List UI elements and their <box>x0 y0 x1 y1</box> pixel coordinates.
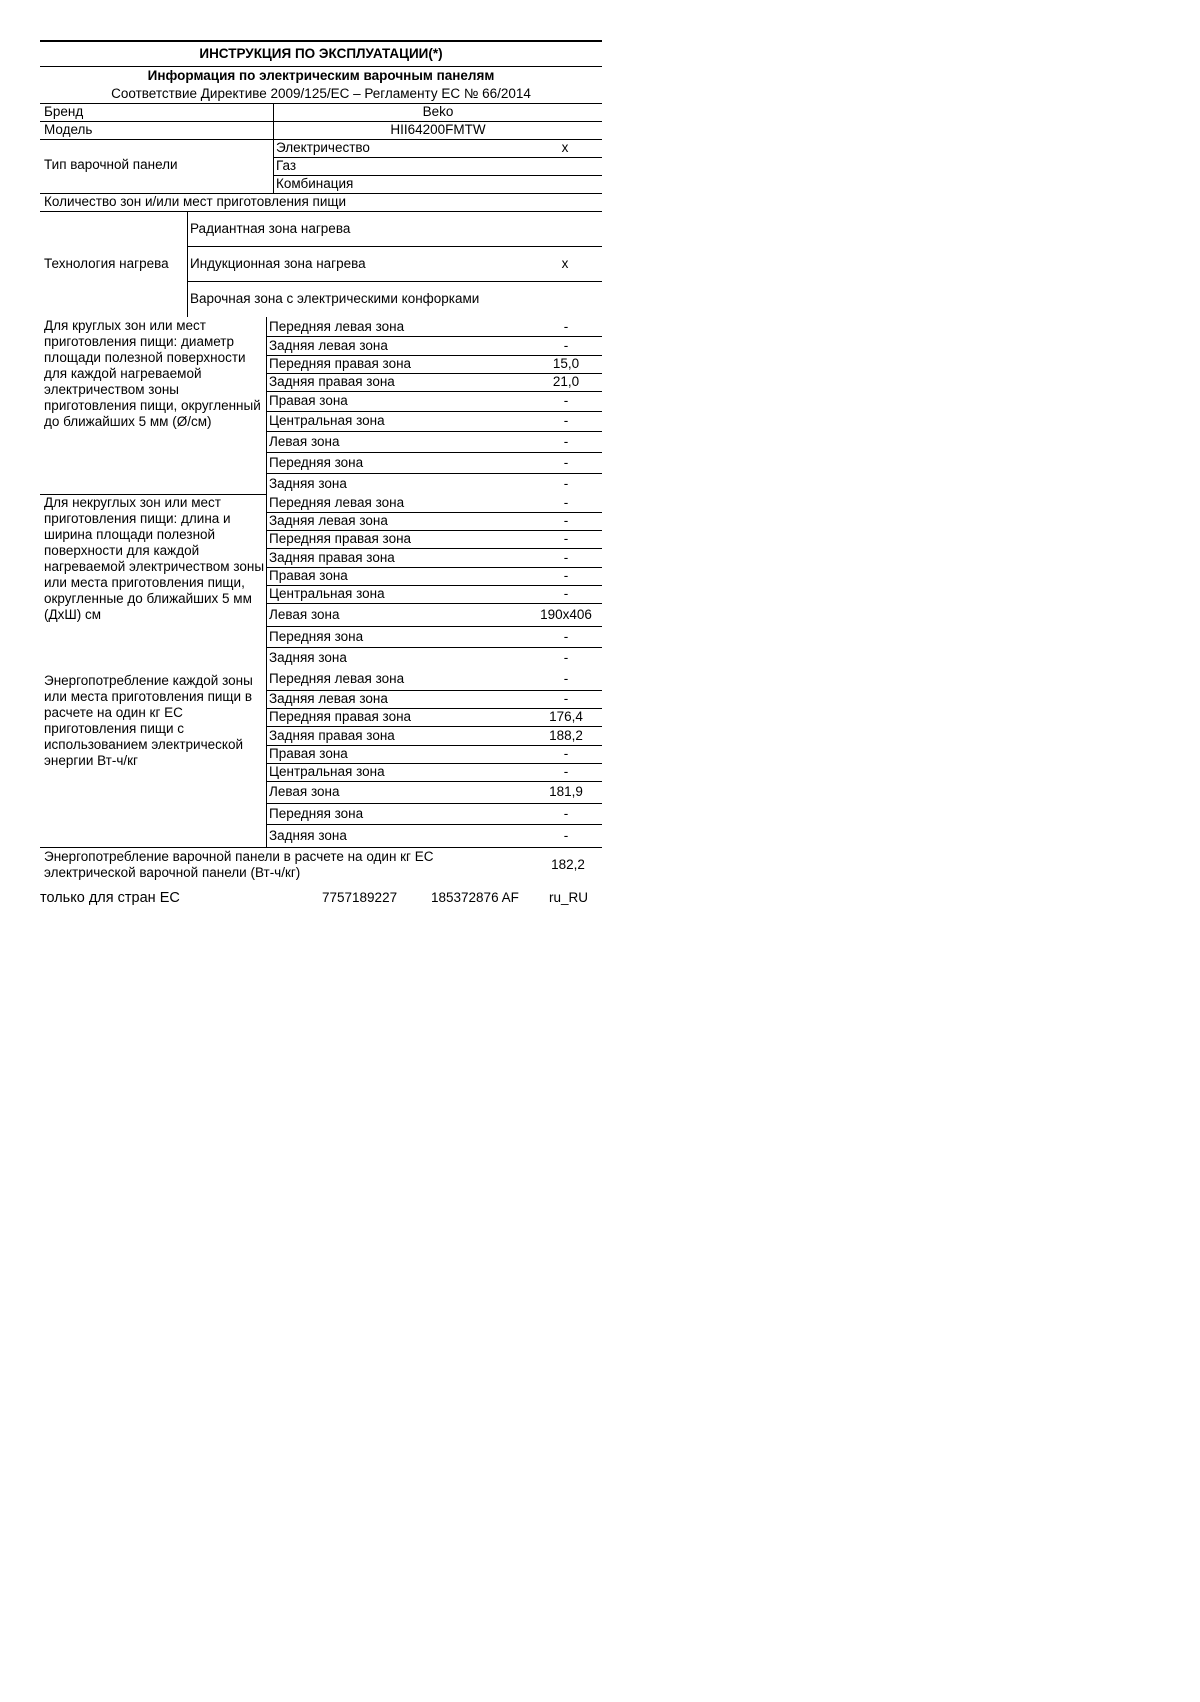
hob-type-label: Тип варочной панели <box>44 157 178 172</box>
heating-plates-label: Варочная зона с электрическими конфорками <box>190 291 480 306</box>
row-divider <box>266 391 602 392</box>
zone-value: 21,0 <box>552 374 580 389</box>
heating-induction-mark: x <box>561 256 569 271</box>
zone-name: Центральная зона <box>269 413 385 428</box>
total-energy-label: Энергопотребление варочной панели в расчете на один кг ЕС электрической варочной панели (Вт-ч/кг) <box>44 849 434 880</box>
zone-name: Задняя правая зона <box>269 374 395 389</box>
column-divider <box>266 317 267 847</box>
model-value: HII64200FMTW <box>390 122 486 137</box>
zone-name: Передняя левая зона <box>269 319 405 334</box>
row-divider <box>266 473 602 474</box>
zone-value: - <box>563 434 569 449</box>
hob-type-electric-label: Электричество <box>276 140 370 155</box>
divider <box>40 66 602 67</box>
footer-code-1: 7757189227 <box>322 890 398 905</box>
zone-value: - <box>563 568 569 583</box>
brand-label: Бренд <box>44 104 84 119</box>
footer-locale: ru_RU <box>549 890 589 905</box>
zone-value: - <box>563 764 569 779</box>
zone-name: Центральная зона <box>269 764 385 779</box>
divider <box>273 157 602 158</box>
zone-name: Центральная зона <box>269 586 385 601</box>
document-title: ИНСТРУКЦИЯ ПО ЭКСПЛУАТАЦИИ(*) <box>199 46 443 61</box>
zone-name: Левая зона <box>269 434 340 449</box>
hob-type-electric-mark: x <box>561 140 569 155</box>
zones-count-label: Количество зон и/или мест приготовления пищи <box>44 194 347 209</box>
zone-value: - <box>563 338 569 353</box>
zone-name: Передняя зона <box>269 455 364 470</box>
zone-value: - <box>563 531 569 546</box>
zone-name: Задняя левая зона <box>269 338 388 353</box>
zone-value: 188,2 <box>549 728 583 743</box>
zone-value: 15,0 <box>552 356 580 371</box>
row-divider <box>266 603 602 604</box>
hob-type-combination-label: Комбинация <box>276 176 354 191</box>
zone-name: Задняя зона <box>269 476 347 491</box>
row-divider <box>266 803 602 804</box>
divider <box>40 211 602 212</box>
zone-name: Задняя правая зона <box>269 550 395 565</box>
footer-code-2: 185372876 AF <box>431 890 519 905</box>
zone-name: Задняя зона <box>269 828 347 843</box>
zone-value: - <box>563 455 569 470</box>
document-subtitle: Информация по электрическим варочным панелям <box>147 68 495 83</box>
heating-induction-label: Индукционная зона нагрева <box>190 256 366 271</box>
zone-value: - <box>563 671 569 686</box>
row-divider <box>266 548 602 549</box>
zone-value: - <box>563 495 569 510</box>
row-divider <box>266 647 602 648</box>
row-divider <box>266 336 602 337</box>
zone-value: - <box>563 413 569 428</box>
footer-note: только для стран ЕС <box>40 890 180 906</box>
heating-radiant-label: Радиантная зона нагрева <box>190 221 351 236</box>
zone-value: - <box>563 550 569 565</box>
zone-name: Задняя зона <box>269 650 347 665</box>
zone-name: Передняя зона <box>269 806 364 821</box>
zone-value: - <box>563 476 569 491</box>
zone-name: Правая зона <box>269 393 348 408</box>
zone-name: Левая зона <box>269 784 340 799</box>
zone-name: Правая зона <box>269 568 348 583</box>
model-label: Модель <box>44 122 93 137</box>
divider <box>40 847 602 848</box>
compliance-text: Соответствие Директиве 2009/125/EC – Регламенту ЕС № 66/2014 <box>111 86 531 101</box>
hob-type-gas-label: Газ <box>276 158 297 173</box>
zone-name: Задняя правая зона <box>269 728 395 743</box>
energy-zones-label: Энергопотребление каждой зоны или места приготовления пищи в расчете на один кг ЕС приготовления пищи с использованием электрической энергии Вт-ч/кг <box>44 673 253 768</box>
zone-value: 176,4 <box>549 709 583 724</box>
row-divider <box>266 824 602 825</box>
top-rule <box>40 40 602 42</box>
zone-value: 190x406 <box>540 607 592 622</box>
zone-name: Передняя левая зона <box>269 495 405 510</box>
divider <box>187 281 602 282</box>
zone-name: Правая зона <box>269 746 348 761</box>
row-divider <box>266 411 602 412</box>
zone-name: Задняя левая зона <box>269 513 388 528</box>
zone-value: - <box>563 513 569 528</box>
zone-name: Передняя правая зона <box>269 356 412 371</box>
zone-value: - <box>563 691 569 706</box>
row-divider <box>266 431 602 432</box>
zone-value: - <box>563 393 569 408</box>
zone-value: - <box>563 586 569 601</box>
zone-name: Передняя правая зона <box>269 709 412 724</box>
divider <box>187 246 602 247</box>
zone-name: Передняя левая зона <box>269 671 405 686</box>
round-zones-label: Для круглых зон или мест приготовления пищи: диаметр площади полезной поверхности для каждой нагреваемой электричеством зоны приготовления пищи, округленный до ближайших 5 мм (Ø/см) <box>44 318 261 429</box>
zone-name: Задняя левая зона <box>269 691 388 706</box>
zone-name: Передняя зона <box>269 629 364 644</box>
zone-name: Левая зона <box>269 607 340 622</box>
zone-value: - <box>563 828 569 843</box>
row-divider <box>266 452 602 453</box>
nonround-zones-label: Для некруглых зон или мест приготовления пищи: длина и ширина площади полезной поверхности для каждой нагреваемой электричеством зоны или места приготовления пищи, округленные до ближайших 5 мм (ДхШ) см <box>44 495 265 622</box>
zone-value: - <box>563 629 569 644</box>
brand-value: Beko <box>422 104 454 119</box>
zone-name: Передняя правая зона <box>269 531 412 546</box>
heating-tech-label: Технология нагрева <box>44 256 169 271</box>
row-divider <box>266 781 602 782</box>
zone-value: - <box>563 746 569 761</box>
row-divider <box>266 626 602 627</box>
zone-value: 181,9 <box>549 784 583 799</box>
total-energy-value: 182,2 <box>551 857 585 872</box>
zone-value: - <box>563 319 569 334</box>
row-divider <box>266 726 602 727</box>
zone-value: - <box>563 650 569 665</box>
zone-value: - <box>563 806 569 821</box>
column-divider <box>187 211 188 317</box>
